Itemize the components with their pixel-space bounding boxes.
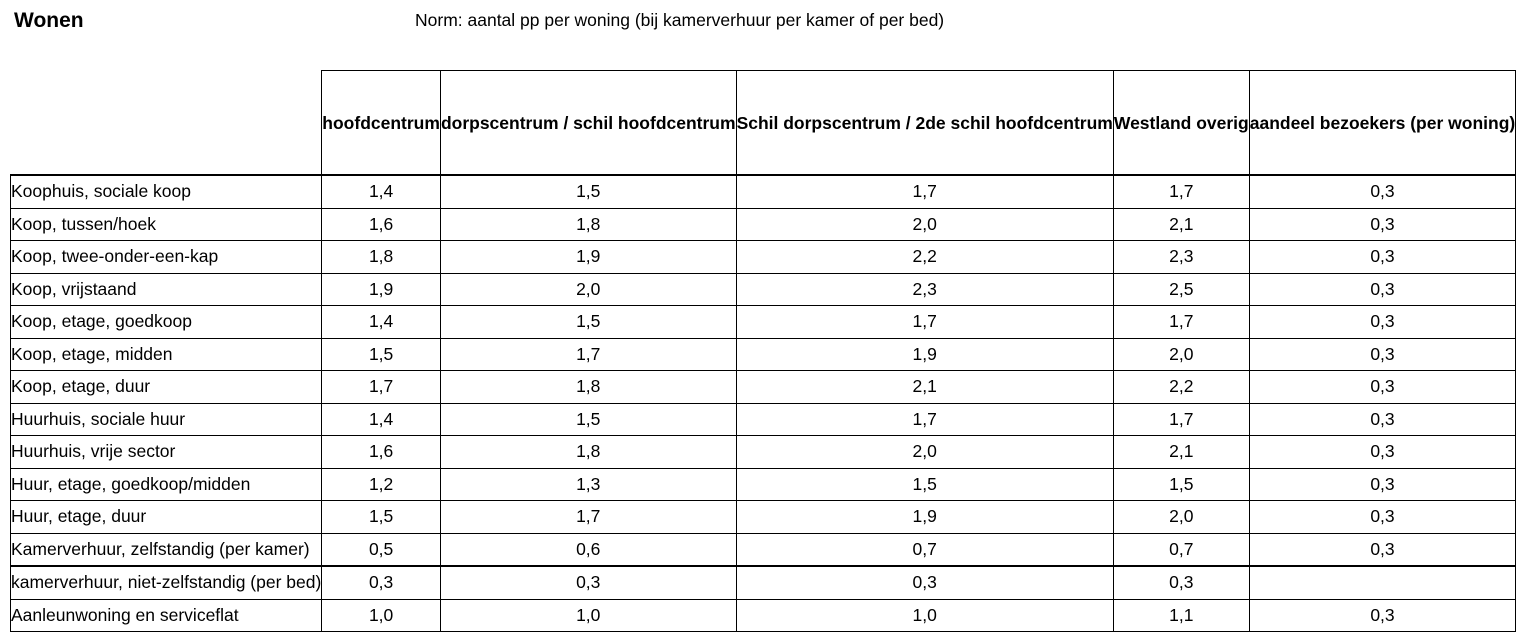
cell-dorpscentrum: 1,8 — [440, 208, 736, 241]
header-corner — [11, 71, 322, 176]
row-label: Koop, tussen/hoek — [11, 208, 322, 241]
row-label: Huur, etage, duur — [11, 501, 322, 534]
cell-aandeel-bezoekers — [1249, 566, 1515, 599]
cell-dorpscentrum: 1,8 — [440, 371, 736, 404]
row-label: Koop, etage, duur — [11, 371, 322, 404]
cell-aandeel-bezoekers: 0,3 — [1249, 273, 1515, 306]
parking-norm-table — [10, 70, 1516, 632]
cell-aandeel-bezoekers: 0,3 — [1249, 371, 1515, 404]
cell-hoofdcentrum: 1,4 — [322, 175, 441, 208]
table-row — [11, 208, 1516, 241]
cell-westland-overig: 2,5 — [1113, 273, 1249, 306]
cell-aandeel-bezoekers: 0,3 — [1249, 208, 1515, 241]
cell-westland-overig: 1,7 — [1113, 306, 1249, 339]
header-schil-dorpscentrum: Schil dorpscentrum / 2de schil hoofdcentrum — [736, 71, 1113, 176]
cell-westland-overig: 1,7 — [1113, 175, 1249, 208]
cell-westland-overig: 2,2 — [1113, 371, 1249, 404]
cell-aandeel-bezoekers: 0,3 — [1249, 403, 1515, 436]
header-dorpscentrum: dorpscentrum / schil hoofdcentrum — [440, 71, 736, 176]
cell-schil-dorpscentrum: 1,9 — [736, 338, 1113, 371]
row-label: kamerverhuur, niet-zelfstandig (per bed) — [11, 566, 322, 599]
cell-hoofdcentrum: 1,5 — [322, 338, 441, 371]
row-label: Huur, etage, goedkoop/midden — [11, 468, 322, 501]
cell-hoofdcentrum: 1,5 — [322, 501, 441, 534]
table-row — [11, 403, 1516, 436]
cell-schil-dorpscentrum: 0,3 — [736, 566, 1113, 599]
table-row — [11, 273, 1516, 306]
header-aandeel-bezoekers: aandeel bezoekers (per woning) — [1249, 71, 1515, 176]
table-row — [11, 533, 1516, 566]
table-row — [11, 338, 1516, 371]
cell-schil-dorpscentrum: 2,1 — [736, 371, 1113, 404]
cell-hoofdcentrum: 1,2 — [322, 468, 441, 501]
cell-hoofdcentrum: 1,4 — [322, 306, 441, 339]
cell-dorpscentrum: 1,5 — [440, 403, 736, 436]
cell-dorpscentrum: 1,9 — [440, 241, 736, 274]
cell-hoofdcentrum: 1,8 — [322, 241, 441, 274]
header-hoofdcentrum: hoofdcentrum — [322, 71, 441, 176]
cell-hoofdcentrum: 1,7 — [322, 371, 441, 404]
cell-schil-dorpscentrum: 1,7 — [736, 403, 1113, 436]
table-row — [11, 241, 1516, 274]
table-row — [11, 468, 1516, 501]
cell-hoofdcentrum: 1,9 — [322, 273, 441, 306]
cell-dorpscentrum: 0,3 — [440, 566, 736, 599]
cell-dorpscentrum: 1,0 — [440, 599, 736, 632]
table-row — [11, 599, 1516, 632]
cell-dorpscentrum: 2,0 — [440, 273, 736, 306]
table-row — [11, 306, 1516, 339]
table-row — [11, 501, 1516, 534]
cell-hoofdcentrum: 1,6 — [322, 436, 441, 469]
cell-westland-overig: 2,1 — [1113, 208, 1249, 241]
cell-hoofdcentrum: 1,6 — [322, 208, 441, 241]
cell-aandeel-bezoekers: 0,3 — [1249, 306, 1515, 339]
cell-westland-overig: 1,7 — [1113, 403, 1249, 436]
cell-aandeel-bezoekers: 0,3 — [1249, 599, 1515, 632]
cell-westland-overig: 1,5 — [1113, 468, 1249, 501]
row-label: Koop, twee-onder-een-kap — [11, 241, 322, 274]
cell-westland-overig: 2,3 — [1113, 241, 1249, 274]
cell-schil-dorpscentrum: 1,7 — [736, 175, 1113, 208]
cell-hoofdcentrum: 0,3 — [322, 566, 441, 599]
cell-aandeel-bezoekers: 0,3 — [1249, 533, 1515, 566]
cell-westland-overig: 1,1 — [1113, 599, 1249, 632]
table-row — [11, 371, 1516, 404]
cell-aandeel-bezoekers: 0,3 — [1249, 501, 1515, 534]
cell-westland-overig: 0,3 — [1113, 566, 1249, 599]
cell-schil-dorpscentrum: 0,7 — [736, 533, 1113, 566]
cell-dorpscentrum: 1,8 — [440, 436, 736, 469]
cell-aandeel-bezoekers: 0,3 — [1249, 338, 1515, 371]
cell-schil-dorpscentrum: 1,9 — [736, 501, 1113, 534]
cell-westland-overig: 2,0 — [1113, 501, 1249, 534]
cell-schil-dorpscentrum: 2,0 — [736, 436, 1113, 469]
cell-westland-overig: 2,1 — [1113, 436, 1249, 469]
row-label: Koop, etage, goedkoop — [11, 306, 322, 339]
cell-schil-dorpscentrum: 2,3 — [736, 273, 1113, 306]
row-label: Koop, etage, midden — [11, 338, 322, 371]
row-label: Aanleunwoning en serviceflat — [11, 599, 322, 632]
cell-schil-dorpscentrum: 1,5 — [736, 468, 1113, 501]
cell-aandeel-bezoekers: 0,3 — [1249, 175, 1515, 208]
cell-hoofdcentrum: 1,0 — [322, 599, 441, 632]
norm-note: Norm: aantal pp per woning (bij kamerverhuur per kamer of per bed) — [415, 10, 945, 30]
table-row — [11, 175, 1516, 208]
cell-dorpscentrum: 1,5 — [440, 306, 736, 339]
cell-hoofdcentrum: 0,5 — [322, 533, 441, 566]
cell-schil-dorpscentrum: 2,2 — [736, 241, 1113, 274]
table-row — [11, 566, 1516, 599]
cell-dorpscentrum: 1,7 — [440, 501, 736, 534]
row-label: Huurhuis, vrije sector — [11, 436, 322, 469]
header-row — [11, 71, 1516, 176]
cell-schil-dorpscentrum: 2,0 — [736, 208, 1113, 241]
cell-schil-dorpscentrum: 1,0 — [736, 599, 1113, 632]
cell-dorpscentrum: 1,7 — [440, 338, 736, 371]
cell-dorpscentrum: 0,6 — [440, 533, 736, 566]
page-title: Wonen — [14, 9, 84, 32]
cell-dorpscentrum: 1,3 — [440, 468, 736, 501]
cell-schil-dorpscentrum: 1,7 — [736, 306, 1113, 339]
cell-aandeel-bezoekers: 0,3 — [1249, 468, 1515, 501]
cell-hoofdcentrum: 1,4 — [322, 403, 441, 436]
header-westland-overig: Westland overig — [1113, 71, 1249, 176]
row-label: Koop, vrijstaand — [11, 273, 322, 306]
cell-westland-overig: 0,7 — [1113, 533, 1249, 566]
row-label: Huurhuis, sociale huur — [11, 403, 322, 436]
cell-dorpscentrum: 1,5 — [440, 175, 736, 208]
row-label: Kamerverhuur, zelfstandig (per kamer) — [11, 533, 322, 566]
cell-aandeel-bezoekers: 0,3 — [1249, 436, 1515, 469]
row-label: Koophuis, sociale koop — [11, 175, 322, 208]
cell-westland-overig: 2,0 — [1113, 338, 1249, 371]
table-row — [11, 436, 1516, 469]
cell-aandeel-bezoekers: 0,3 — [1249, 241, 1515, 274]
